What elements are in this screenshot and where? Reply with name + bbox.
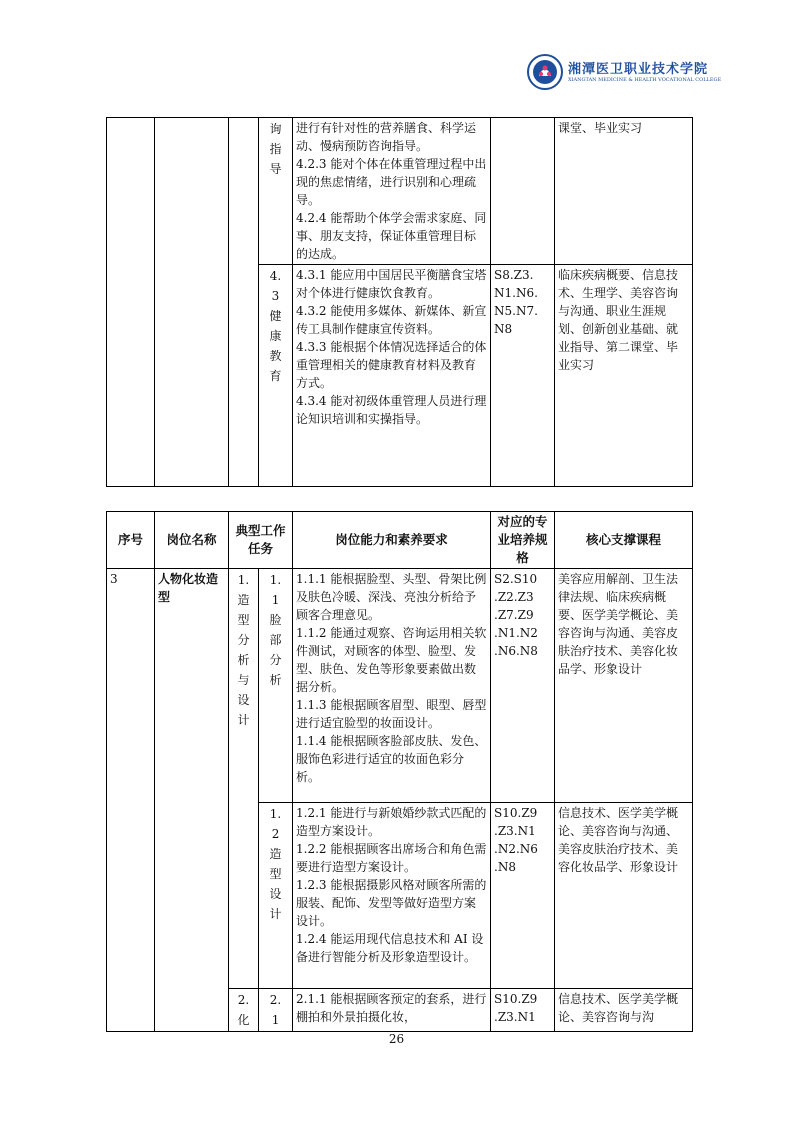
spec-cell [491, 569, 555, 803]
ability-text: 进行有针对性的营养膳食、科学运动、慢病预防咨询指导。 [296, 121, 477, 153]
page-number: 26 [388, 1032, 405, 1046]
multiline-text: 1. 1 脸 部 分 析 [269, 573, 282, 687]
table-row [107, 569, 693, 803]
ability-cell [293, 989, 491, 1032]
multiline-text: 1. 造 型 分 析 与 设 计 [237, 573, 250, 727]
task-label [259, 265, 293, 487]
ability-text: 1.1.2 能通过观察、咨询运用相关软件测试，对顾客的体型、脸型、发型、肤色、发色等形象要素做出数据分析。 [296, 626, 487, 694]
ability-text: 4.2.3 能对个体在体重管理过程中出现的焦虑情绪，进行识别和心理疏导。 [296, 157, 487, 207]
multiline-text: 询 指 导 [269, 122, 282, 176]
spec-cell [491, 265, 555, 487]
task-label [259, 118, 293, 265]
ability-cell [293, 118, 491, 265]
ability-text: 1.2.2 能根据顾客出席场合和角色需要进行造型方案设计。 [296, 842, 487, 874]
ability-cell [293, 569, 491, 803]
header-ability: 岗位能力和素养要求 [293, 512, 491, 569]
header-spec: 对应的专业培养规格 [491, 512, 555, 569]
multiline-text: S2.S10 .Z2.Z3 .Z7.Z9 .N1.N2 .N6.N8 [494, 572, 538, 658]
course-cell: 课堂、毕业实习 [555, 118, 693, 265]
ability-text: 1.1.4 能根据顾客脸部皮肤、发色、服饰色彩进行适宜的妆面色彩分析。 [296, 734, 487, 784]
spec-cell [491, 118, 555, 265]
course-cell: 临床疾病概要、信息技术、生理学、美容咨询与沟通、职业生涯规划、创新创业基础、就业指导、第二课堂、毕业实习 [555, 265, 693, 487]
ability-text: 1.2.4 能运用现代信息技术和 AI 设备进行智能分析及形象造型设计。 [296, 932, 484, 964]
ability-text: 4.3.3 能根据个体情况选择适合的体重管理相关的健康教育材料及教育方式。 [296, 340, 487, 390]
post-name: 人物化妆造型 [155, 569, 229, 1032]
ability-text: 4.3.4 能对初级体重管理人员进行理论知识培训和实操指导。 [296, 394, 487, 426]
ability-text: 1.1.3 能根据顾客眉型、眼型、唇型进行适宜脸型的妆面设计。 [296, 698, 487, 730]
subtask-label [259, 569, 293, 803]
multiline-text: 2. 1 [269, 993, 282, 1027]
row-number: 3 [107, 569, 155, 1032]
task-group-label [229, 989, 259, 1032]
multiline-text: S10.Z9 .Z3.N1 .N2.N6 .N8 [494, 806, 538, 874]
task-group-label [229, 569, 259, 989]
spec-cell [491, 803, 555, 989]
post-ability-table [106, 511, 693, 1032]
college-name: 湘潭医卫职业技术学院 [568, 62, 709, 77]
continuation-table [106, 117, 693, 487]
multiline-text: 1. 2 造 型 设 计 [269, 807, 282, 921]
ability-text: 2.1.1 能根据顾客预定的套系，进行棚拍和外景拍摄化妆， [296, 992, 487, 1024]
ability-text: 1.1.1 能根据脸型、头型、骨架比例及肤色冷暖、深浅、亮浊分析给予顾客合理意见。 [296, 572, 487, 622]
ability-text: 4.2.4 能帮助个体学会需求家庭、同事、朋友支持，保证体重管理目标的达成。 [296, 211, 487, 261]
multiline-text: S10.Z9 .Z3.N1 [494, 992, 538, 1024]
multiline-text: 2. 化 [237, 993, 250, 1027]
empty-cell [229, 118, 259, 487]
multiline-text: 4. 3 健 康 教 育 [269, 269, 282, 383]
course-cell: 信息技术、医学美学概论、美容咨询与沟通、美容皮肤治疗技术、美容化妆品学、形象设计 [555, 803, 693, 989]
ability-cell [293, 803, 491, 989]
empty-cell [107, 118, 155, 487]
multiline-text: S8.Z3. N1.N6. N5.N7. N8 [494, 268, 538, 336]
spec-cell [491, 989, 555, 1032]
table-row [107, 118, 693, 265]
ability-text: 4.3.2 能使用多媒体、新媒体、新宣传工具制作健康宣传资料。 [296, 304, 487, 336]
subtask-label [259, 989, 293, 1032]
course-cell: 信息技术、医学美学概论、美容咨询与沟 [555, 989, 693, 1032]
college-name-en: XIANGTAN MEDICINE & HEALTH VOCATIONAL COLLEGE [568, 77, 722, 83]
ability-text: 1.2.3 能根据摄影风格对顾客所需的服装、配饰、发型等做好造型方案设计。 [296, 878, 487, 928]
header-course: 核心支撑课程 [555, 512, 693, 569]
course-cell: 美容应用解剖、卫生法律法规、临床疾病概要、医学美学概论、美容咨询与沟通、美容皮肤治疗技术、美容化妆品学、形象设计 [555, 569, 693, 803]
ability-text: 4.3.1 能应用中国居民平衡膳食宝塔对个体进行健康饮食教育。 [296, 268, 487, 300]
header-no: 序号 [107, 512, 155, 569]
header-task: 典型工作任务 [229, 512, 293, 569]
ability-cell [293, 265, 491, 487]
header-row [107, 512, 693, 569]
ability-text: 1.2.1 能进行与新娘婚纱款式匹配的造型方案设计。 [296, 806, 487, 838]
empty-cell [155, 118, 229, 487]
subtask-label [259, 803, 293, 989]
header-post: 岗位名称 [155, 512, 229, 569]
